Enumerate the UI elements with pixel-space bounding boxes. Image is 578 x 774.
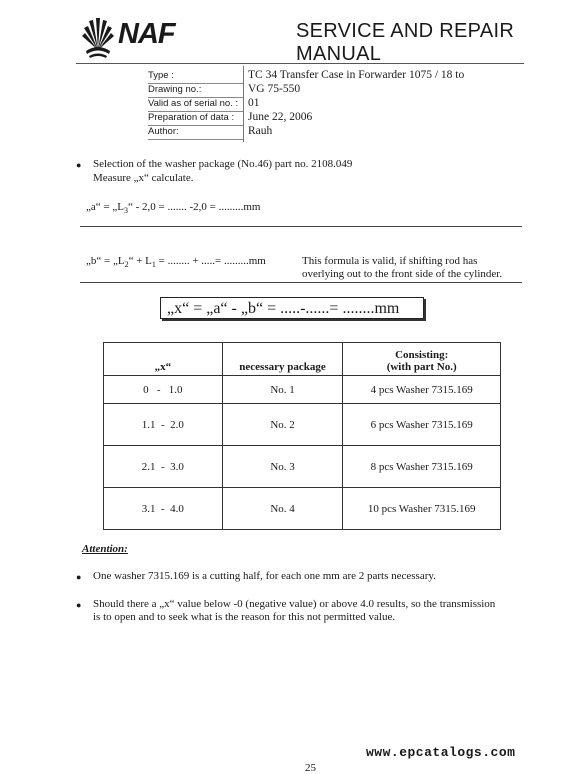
meta-label: Type : bbox=[148, 70, 174, 81]
intro-line-1: Selection of the washer package (No.46) part no. 2108.049 bbox=[93, 158, 353, 170]
formula-b-note-2: overlying out to the front side of the cylinder. bbox=[302, 268, 503, 280]
meta-value: Rauh bbox=[248, 125, 273, 137]
cell-package: No. 2 bbox=[222, 404, 343, 446]
manual-title: SERVICE AND REPAIR MANUAL bbox=[296, 20, 515, 65]
header-divider bbox=[76, 63, 524, 64]
formula-b-note-1: This formula is valid, if shifting rod has bbox=[302, 255, 478, 267]
intro-line-2: Measure „x“ calculate. bbox=[93, 172, 194, 184]
formula-b-pre: „b“ = „L bbox=[86, 255, 125, 267]
cell-consisting: 8 pcs Washer 7315.169 bbox=[343, 446, 501, 488]
website-link[interactable]: www.epcatalogs.com bbox=[366, 745, 516, 760]
formula-a-post: “ - 2,0 = ....... -2,0 = .........mm bbox=[127, 201, 261, 213]
formula-b-sub1: 2 bbox=[124, 260, 129, 270]
meta-row-serial bbox=[148, 98, 528, 112]
meta-row-drawing bbox=[148, 84, 528, 98]
header-x: „x“ bbox=[104, 343, 223, 376]
bullet-icon: ● bbox=[76, 572, 82, 582]
brand-wordmark: NAF bbox=[118, 18, 175, 50]
formula-a bbox=[86, 201, 260, 215]
cell-consisting: 10 pcs Washer 7315.169 bbox=[343, 488, 501, 530]
meta-label: Author: bbox=[148, 126, 179, 137]
cell-range: 0 - 1.0 bbox=[104, 376, 223, 404]
header-package: necessary package bbox=[222, 343, 343, 376]
cell-package: No. 3 bbox=[222, 446, 343, 488]
attention-bullet-2-line-1: Should there a „x“ value below -0 (negative value) or above 4.0 results, so the transmission bbox=[93, 598, 496, 610]
formula-b-rule bbox=[80, 282, 522, 283]
header-consisting bbox=[343, 343, 501, 376]
attention-bullet-2-line-2: is to open and to seek what is the reason for this not permitted value. bbox=[93, 611, 396, 623]
meta-value: TC 34 Transfer Case in Forwarder 1075 / 18 to bbox=[248, 69, 465, 81]
meta-row-author bbox=[148, 126, 528, 140]
header-consisting-line-2: (with part No.) bbox=[386, 361, 457, 373]
cell-consisting: 6 pcs Washer 7315.169 bbox=[343, 404, 501, 446]
washer-package-table bbox=[103, 342, 501, 530]
cell-range: 3.1 - 4.0 bbox=[104, 488, 223, 530]
formula-a-sub: 3 bbox=[123, 206, 128, 216]
meta-value: 01 bbox=[248, 97, 260, 109]
meta-underline bbox=[148, 139, 243, 140]
attention-bullet-1: One washer 7315.169 is a cutting half, for each one mm are 2 parts necessary. bbox=[93, 570, 436, 582]
cell-range: 1.1 - 2.0 bbox=[104, 404, 223, 446]
formula-b-mid: “ + L bbox=[128, 255, 152, 267]
page-number: 25 bbox=[305, 762, 316, 774]
meta-label: Valid as of serial no. : bbox=[148, 98, 239, 109]
cell-package: No. 4 bbox=[222, 488, 343, 530]
formula-a-pre: „a“ = „L bbox=[86, 201, 124, 213]
cell-package: No. 1 bbox=[222, 376, 343, 404]
table-row bbox=[104, 376, 501, 404]
meta-label: Preparation of data : bbox=[148, 112, 235, 123]
meta-row-date bbox=[148, 112, 528, 126]
formula-x-box: „x“ = „a“ - „b“ = .....-......= ........mm bbox=[160, 297, 424, 319]
cell-range: 2.1 - 3.0 bbox=[104, 446, 223, 488]
meta-value: June 22, 2006 bbox=[248, 111, 313, 123]
meta-value: VG 75-550 bbox=[248, 83, 301, 95]
cell-consisting: 4 pcs Washer 7315.169 bbox=[343, 376, 501, 404]
meta-row-type bbox=[148, 70, 528, 84]
formula-b bbox=[86, 255, 266, 269]
table-row bbox=[104, 446, 501, 488]
table-header-row bbox=[104, 343, 501, 376]
table-row bbox=[104, 488, 501, 530]
bullet-icon: ● bbox=[76, 160, 82, 170]
table-row bbox=[104, 404, 501, 446]
meta-label: Drawing no.: bbox=[148, 84, 202, 95]
formula-b-post: = ........ + .....= .........mm bbox=[155, 255, 266, 267]
formula-b-sub2: 1 bbox=[151, 260, 156, 270]
bullet-icon: ● bbox=[76, 600, 82, 610]
attention-heading: Attention: bbox=[82, 543, 128, 555]
naf-logo bbox=[78, 14, 184, 58]
header-consisting-line-1: Consisting: bbox=[395, 349, 449, 361]
formula-a-rule bbox=[80, 226, 522, 227]
